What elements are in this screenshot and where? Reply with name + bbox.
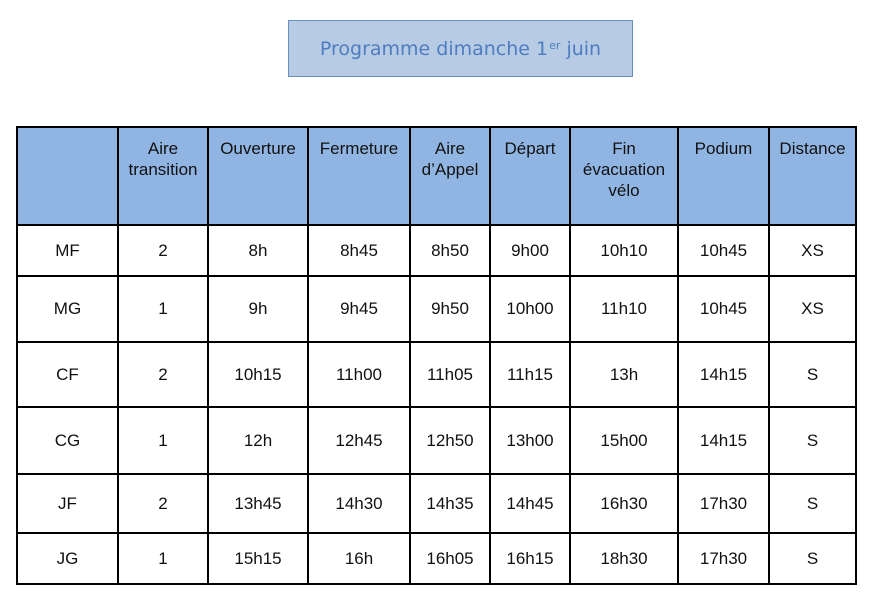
header-cell-aire-transition: Aire transition [118, 127, 208, 225]
table-cell: 14h30 [308, 474, 410, 533]
table-cell: XS [769, 225, 856, 276]
table-row [17, 225, 856, 276]
header-cell-podium: Podium [678, 127, 769, 225]
table-cell: 1 [118, 407, 208, 474]
header-cell-fermeture: Fermeture [308, 127, 410, 225]
table-row [17, 407, 856, 474]
table-cell: 10h15 [208, 342, 308, 407]
table-cell: 9h00 [490, 225, 570, 276]
table-cell: 12h50 [410, 407, 490, 474]
table-cell: 14h35 [410, 474, 490, 533]
table-cell: 2 [118, 225, 208, 276]
table-cell: CG [17, 407, 118, 474]
table-cell: 2 [118, 342, 208, 407]
table-cell: 14h15 [678, 407, 769, 474]
table-cell: 18h30 [570, 533, 678, 584]
table-cell: 1 [118, 276, 208, 342]
table-cell: 8h45 [308, 225, 410, 276]
table-cell: 11h15 [490, 342, 570, 407]
table-cell: 2 [118, 474, 208, 533]
table-cell: 15h15 [208, 533, 308, 584]
table-cell: 15h00 [570, 407, 678, 474]
table-cell: 12h [208, 407, 308, 474]
header-cell-fin-evacuation: Fin évacuation vélo [570, 127, 678, 225]
table-row [17, 342, 856, 407]
header-cell-distance: Distance [769, 127, 856, 225]
header-cell-category [17, 127, 118, 225]
title-text: Programme dimanche 1 [319, 37, 549, 60]
table-row [17, 276, 856, 342]
table-cell: 10h45 [678, 276, 769, 342]
title-superscript: er [549, 39, 561, 52]
title-tail: juin [560, 37, 602, 60]
table-cell: JF [17, 474, 118, 533]
table-cell: S [769, 474, 856, 533]
table-cell: 17h30 [678, 474, 769, 533]
table-cell: 9h45 [308, 276, 410, 342]
table-cell: 9h [208, 276, 308, 342]
table-cell: CF [17, 342, 118, 407]
table-cell: 13h45 [208, 474, 308, 533]
table-cell: 16h05 [410, 533, 490, 584]
table-cell: 8h [208, 225, 308, 276]
header-cell-depart: Départ [490, 127, 570, 225]
table-row [17, 533, 856, 584]
table-cell: 14h15 [678, 342, 769, 407]
schedule-table [16, 126, 857, 585]
table-cell: 11h10 [570, 276, 678, 342]
table-cell: 8h50 [410, 225, 490, 276]
table-cell: MG [17, 276, 118, 342]
table-cell: MF [17, 225, 118, 276]
table-row [17, 474, 856, 533]
table-cell: 1 [118, 533, 208, 584]
table-cell: 16h30 [570, 474, 678, 533]
table-cell: 13h [570, 342, 678, 407]
page-title [288, 20, 633, 77]
table-cell: 13h00 [490, 407, 570, 474]
table-cell: 16h [308, 533, 410, 584]
header-row [17, 127, 856, 225]
table-cell: XS [769, 276, 856, 342]
table-cell: 14h45 [490, 474, 570, 533]
table-cell: 17h30 [678, 533, 769, 584]
table-cell: 10h00 [490, 276, 570, 342]
header-cell-aire-appel: Aire d’Appel [410, 127, 490, 225]
table-cell: 11h05 [410, 342, 490, 407]
header-cell-ouverture: Ouverture [208, 127, 308, 225]
table-cell: S [769, 533, 856, 584]
table-cell: 12h45 [308, 407, 410, 474]
table-cell: 16h15 [490, 533, 570, 584]
table-cell: JG [17, 533, 118, 584]
table-cell: S [769, 407, 856, 474]
table-cell: 10h10 [570, 225, 678, 276]
table-cell: 9h50 [410, 276, 490, 342]
table-cell: 11h00 [308, 342, 410, 407]
table-cell: S [769, 342, 856, 407]
table-cell: 10h45 [678, 225, 769, 276]
